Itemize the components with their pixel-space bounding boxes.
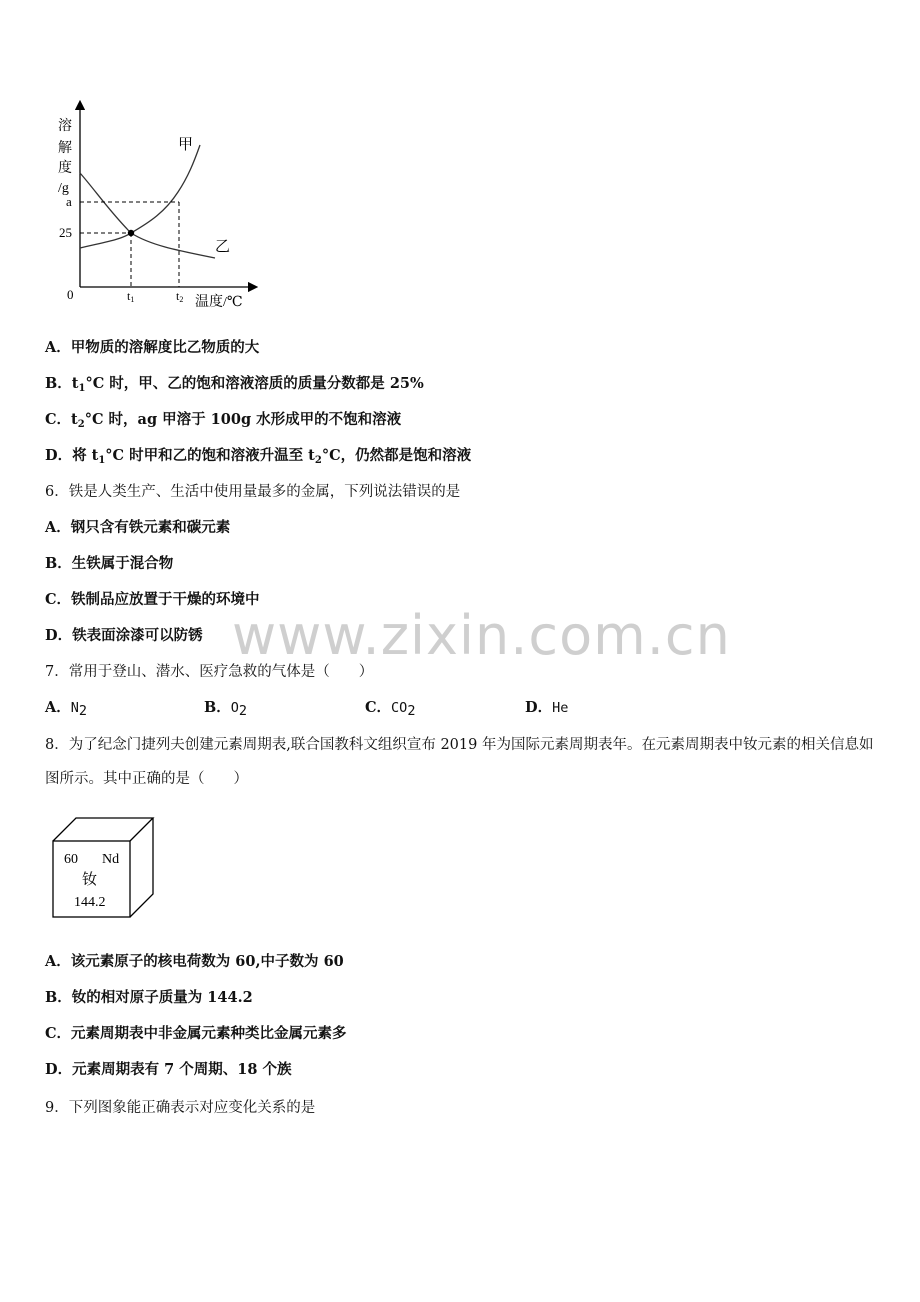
q8-option-d: D．元素周期表有 7 个周期、18 个族	[45, 1061, 292, 1078]
q5-option-c: C．$t_2^\circ C$ 时，ag 甲溶于 100g 水形成甲的不饱和溶液	[45, 411, 402, 430]
y-label-2: 解	[58, 141, 72, 156]
curve-yi-label: 乙	[215, 239, 231, 255]
q7-option-b: B．O2	[204, 699, 248, 719]
tick-25: 25	[59, 225, 72, 240]
element-mass: 144.2	[74, 895, 106, 910]
q7-option-c: C．CO2	[365, 699, 416, 719]
curve-jia-label: 甲	[178, 137, 194, 153]
q7-option-d: D．He	[525, 699, 569, 716]
tick-t2: t2	[176, 289, 184, 304]
tick-t1: t1	[127, 289, 135, 304]
intersection-point	[128, 230, 134, 236]
q5-option-b: B．$t_1^\circ C$ 时，甲、乙的饱和溶液溶质的质量分数都是 25%	[45, 375, 424, 394]
q6-stem: 6．铁是人类生产、生活中使用量最多的金属，下列说法错误的是	[45, 484, 461, 500]
x-axis-label: 温度/℃	[195, 295, 243, 310]
tick-a: a	[66, 194, 72, 209]
solubility-graph	[55, 100, 315, 315]
y-label-1: 溶	[58, 119, 72, 134]
q9-stem: 9．下列图象能正确表示对应变化关系的是	[45, 1100, 316, 1116]
q6-option-d: D．铁表面涂漆可以防锈	[45, 627, 203, 644]
q8-option-b: B．钕的相对原子质量为 144.2	[45, 989, 253, 1006]
element-box-nd	[50, 815, 160, 920]
q7-stem: 7．常用于登山、潜水、医疗急救的气体是（ ）	[45, 664, 374, 680]
watermark: www.zixin.com.cn	[232, 604, 731, 667]
element-name: 钕	[82, 872, 98, 888]
q8-option-a: A．该元素原子的核电荷数为 60,中子数为 60	[45, 953, 344, 970]
origin-label: 0	[67, 287, 74, 302]
q7-option-a: A．N2	[45, 699, 88, 719]
q7-options	[45, 698, 645, 718]
element-symbol: Nd	[102, 852, 120, 867]
element-number: 60	[64, 852, 78, 867]
q6-option-c: C．铁制品应放置于干燥的环境中	[45, 591, 260, 608]
q6-option-b: B．生铁属于混合物	[45, 555, 174, 572]
q5-option-d: D．将 $t_1^\circ C$ 时甲和乙的饱和溶液升温至 $t_2^\circ C$，仍然都是饱和溶液	[45, 447, 472, 466]
q8-option-c: C．元素周期表中非金属元素种类比金属元素多	[45, 1025, 347, 1042]
q8-stem: 8．为了纪念门捷列夫创建元素周期表,联合国教科文组织宣布 2019 年为国际元素周期表年。在元素周期表中钕元素的相关信息如图所示。其中正确的是（ ）	[45, 737, 874, 787]
curve-yi	[80, 173, 215, 258]
y-label-4: /g	[58, 181, 69, 196]
q5-option-a: A．甲物质的溶解度比乙物质的大	[45, 339, 260, 356]
q6-option-a: A．钢只含有铁元素和碳元素	[45, 519, 231, 536]
y-label-3: 度	[58, 161, 72, 176]
